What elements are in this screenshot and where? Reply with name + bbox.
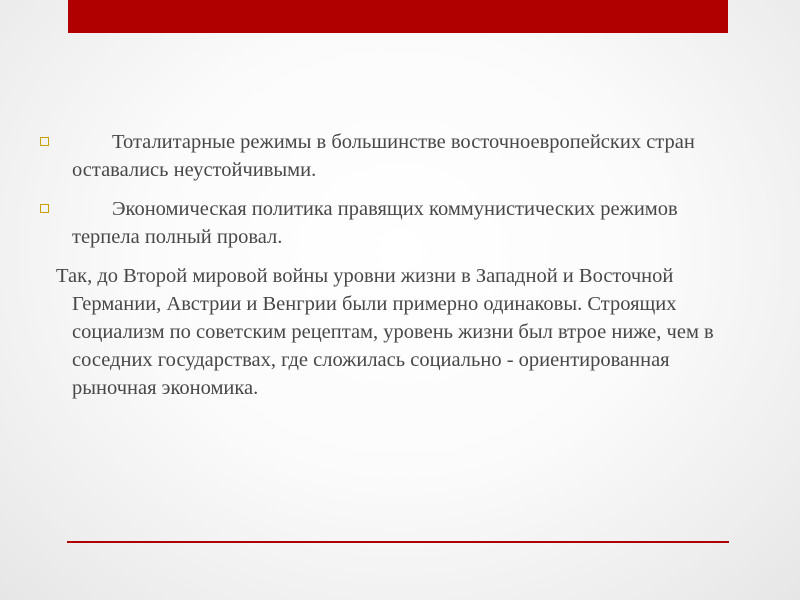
bullet-text: Экономическая политика правящих коммунистических режимов терпела полный провал. bbox=[72, 198, 678, 248]
footer-accent-line bbox=[67, 541, 729, 543]
slide-body bbox=[40, 128, 750, 402]
square-bullet-icon bbox=[40, 204, 49, 213]
body-paragraph: Так, до Второй мировой войны уровни жизни в Западной и Восточной Германии, Австрии и Венгрии были примерно одинаковы. Строящих социализм по советским рецептам, уровень жизни был втрое ниже, чем в соседних государствах, где сложилась социально - ориентированная рыночная экономика. bbox=[56, 265, 714, 399]
square-bullet-icon bbox=[40, 137, 49, 146]
bullet-text: Тоталитарные режимы в большинстве восточноевропейских стран оставались неустойчивыми. bbox=[72, 131, 695, 181]
bullet-item bbox=[40, 195, 750, 251]
header-accent-bar bbox=[68, 0, 728, 33]
bullet-item bbox=[40, 128, 750, 184]
